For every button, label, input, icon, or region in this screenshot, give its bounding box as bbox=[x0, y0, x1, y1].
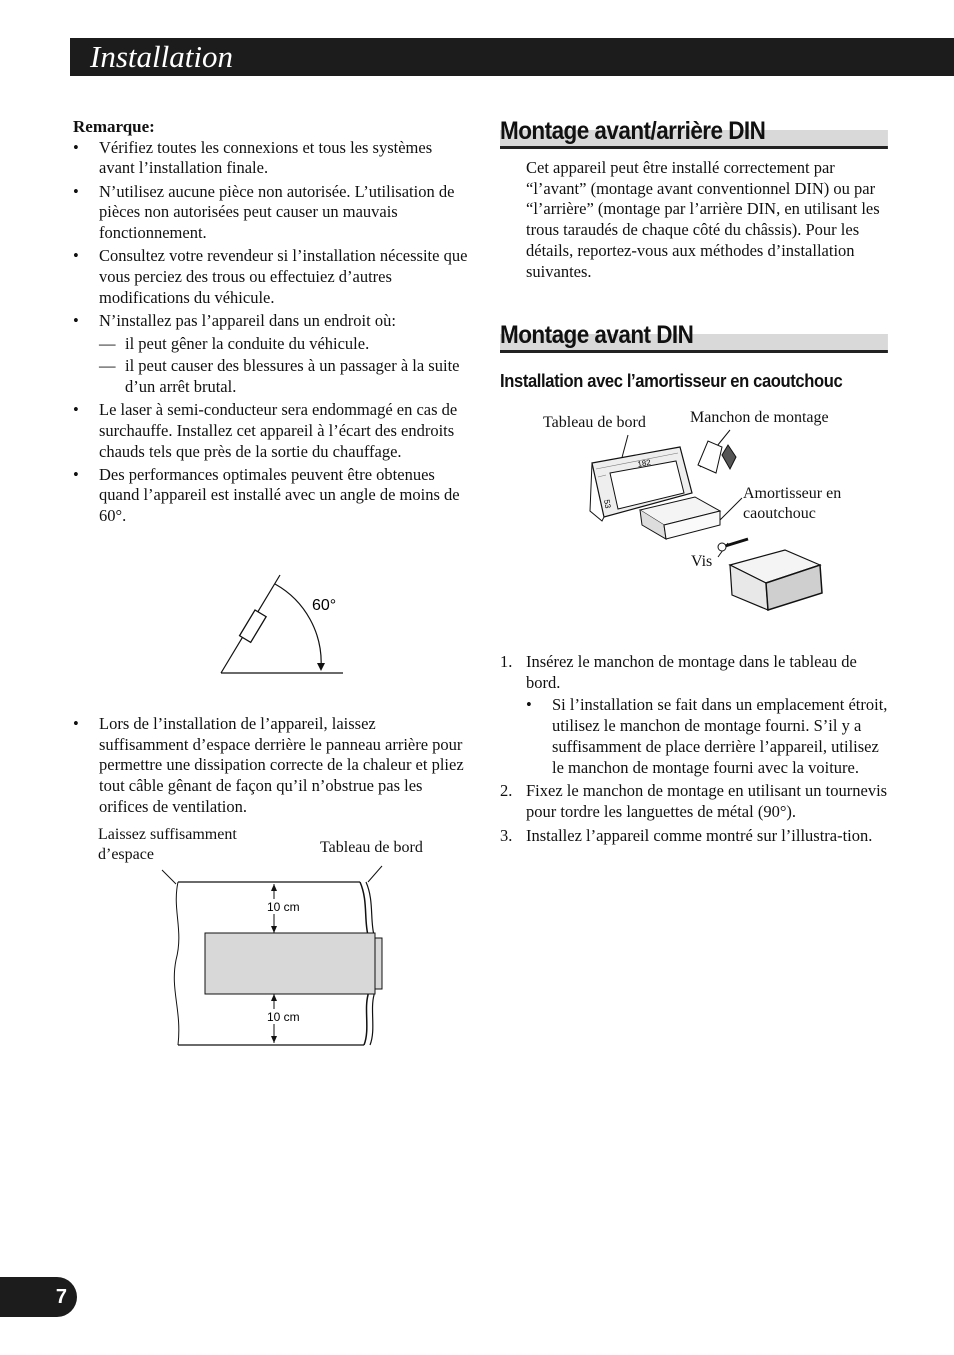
step-number: 3. bbox=[500, 825, 513, 845]
list-item: • N’utilisez aucune pièce non autorisée. L’utilisation de pièces non autorisées peut causer un mauvais fonctionnement. bbox=[73, 182, 468, 244]
bottom-gap-label: 10 cm bbox=[267, 1010, 300, 1024]
remarque-title: Remarque: bbox=[73, 117, 155, 136]
unit-face bbox=[375, 938, 382, 989]
sub-list-item: — il peut gêner la conduite du véhicule. bbox=[99, 334, 468, 355]
leader-line bbox=[162, 870, 176, 884]
sub-list-item: — il peut causer des blessures à un passager à la suite d’un arrêt brutal. bbox=[99, 356, 468, 397]
ventilation-note bbox=[73, 714, 468, 820]
screwdriver-icon bbox=[722, 445, 736, 469]
header-bar bbox=[70, 38, 954, 76]
label-dashboard: Tableau de bord bbox=[543, 414, 646, 431]
cut-line bbox=[174, 882, 179, 1045]
section-heading-front-din bbox=[500, 316, 888, 353]
unit-shape bbox=[240, 610, 267, 642]
angle-label: 60° bbox=[312, 597, 337, 614]
sub-heading: Installation avec l’amortisseur en caoutchouc bbox=[500, 371, 843, 392]
list-item-text: N’installez pas l’appareil dans un endroit où: bbox=[99, 310, 396, 330]
left-column bbox=[73, 117, 468, 529]
tool-inset bbox=[698, 441, 722, 473]
step-number: 2. bbox=[500, 781, 513, 801]
label-sleeve: Manchon de montage bbox=[690, 409, 829, 426]
sub-list bbox=[526, 695, 890, 778]
list-item: • Des performances optimales peuvent être obtenues quand l’appareil est installé avec un angle de moins de 60°. bbox=[73, 465, 468, 527]
step-number: 1. bbox=[500, 652, 513, 671]
step-text: Installez l’appareil comme montré sur l’illustra-tion. bbox=[526, 825, 873, 845]
list-item bbox=[500, 781, 890, 822]
remarque-list bbox=[73, 138, 468, 527]
label-space: Laissez suffisamment d’espace bbox=[98, 826, 237, 863]
section-heading-din bbox=[500, 112, 888, 149]
arrowhead-icon bbox=[271, 994, 277, 1001]
sub-list-item: • Si l’installation se fait dans un emplacement étroit, utilisez le manchon de montage fourni. S’il y a suffisamment de place derrière l’appareil, utilisez le manchon de montage fourni avec la voiture. bbox=[526, 695, 890, 778]
arrowhead-icon bbox=[271, 926, 277, 933]
arrowhead-icon bbox=[317, 663, 325, 671]
arrowhead-icon bbox=[271, 884, 277, 891]
sub-list bbox=[99, 334, 468, 398]
top-gap-label: 10 cm bbox=[267, 900, 300, 914]
list-item bbox=[500, 826, 890, 847]
list-item: • Le laser à semi-conducteur sera endommagé en cas de surchauffe. Installez cet appareil à l’écart des endroits chauds tels que près de la sortie du chauffage. bbox=[73, 400, 468, 462]
dim-182: 182 bbox=[636, 457, 652, 469]
page-title: Installation bbox=[90, 39, 233, 74]
list-item: • Lors de l’installation de l’appareil, laissez suffisamment d’espace derrière le panneau arrière pour permettre une dissipation correcte de la chaleur et pliez tout câble gênant de façon qu’il n’obstrue pas les orifices de ventilation. bbox=[73, 714, 468, 818]
ventilation-list bbox=[73, 714, 468, 818]
list-item bbox=[500, 652, 890, 778]
steps-list bbox=[500, 652, 890, 846]
steps bbox=[500, 652, 890, 849]
label-dashboard: Tableau de bord bbox=[320, 839, 423, 856]
step-text: Insérez le manchon de montage dans le tableau de bord. bbox=[526, 652, 857, 692]
step-text: Fixez le manchon de montage en utilisant un tournevis pour tordre les languettes de métal (90°). bbox=[526, 781, 888, 821]
intro-paragraph: Cet appareil peut être installé correctement par “l’avant” (montage avant conventionnel DIN) ou par “l’arrière” (montage par l’arrière DIN, en utilisant les trous taraudés de chaque côté du châssis). Pour les détails, reportez-vous aux méthodes d’installation suivantes. bbox=[526, 158, 880, 281]
mounting-diagram bbox=[580, 425, 860, 615]
label-damper: Amortisseur en caoutchouc bbox=[743, 485, 842, 522]
space-diagram bbox=[150, 860, 390, 1050]
arrowhead-icon bbox=[271, 1036, 277, 1043]
list-item bbox=[73, 311, 468, 398]
leader-line bbox=[720, 498, 742, 520]
page-number: 7 bbox=[0, 1277, 77, 1317]
screw-icon bbox=[718, 543, 726, 551]
unit-rect bbox=[205, 933, 375, 994]
section-heading-text: Montage avant/arrière DIN bbox=[500, 117, 766, 145]
label-screw: Vis bbox=[691, 553, 713, 570]
list-item: • Vérifiez toutes les connexions et tous les systèmes avant l’installation finale. bbox=[73, 138, 468, 179]
leader-line bbox=[368, 866, 382, 882]
section-heading-text: Montage avant DIN bbox=[500, 321, 694, 350]
list-item: • Consultez votre revendeur si l’installation nécessite que vous perciez des trous ou effectuiez d’autres modifications du véhicule. bbox=[73, 246, 468, 308]
angle-diagram bbox=[215, 570, 350, 680]
right-column bbox=[500, 112, 890, 392]
dim-53: 53 bbox=[602, 498, 613, 510]
